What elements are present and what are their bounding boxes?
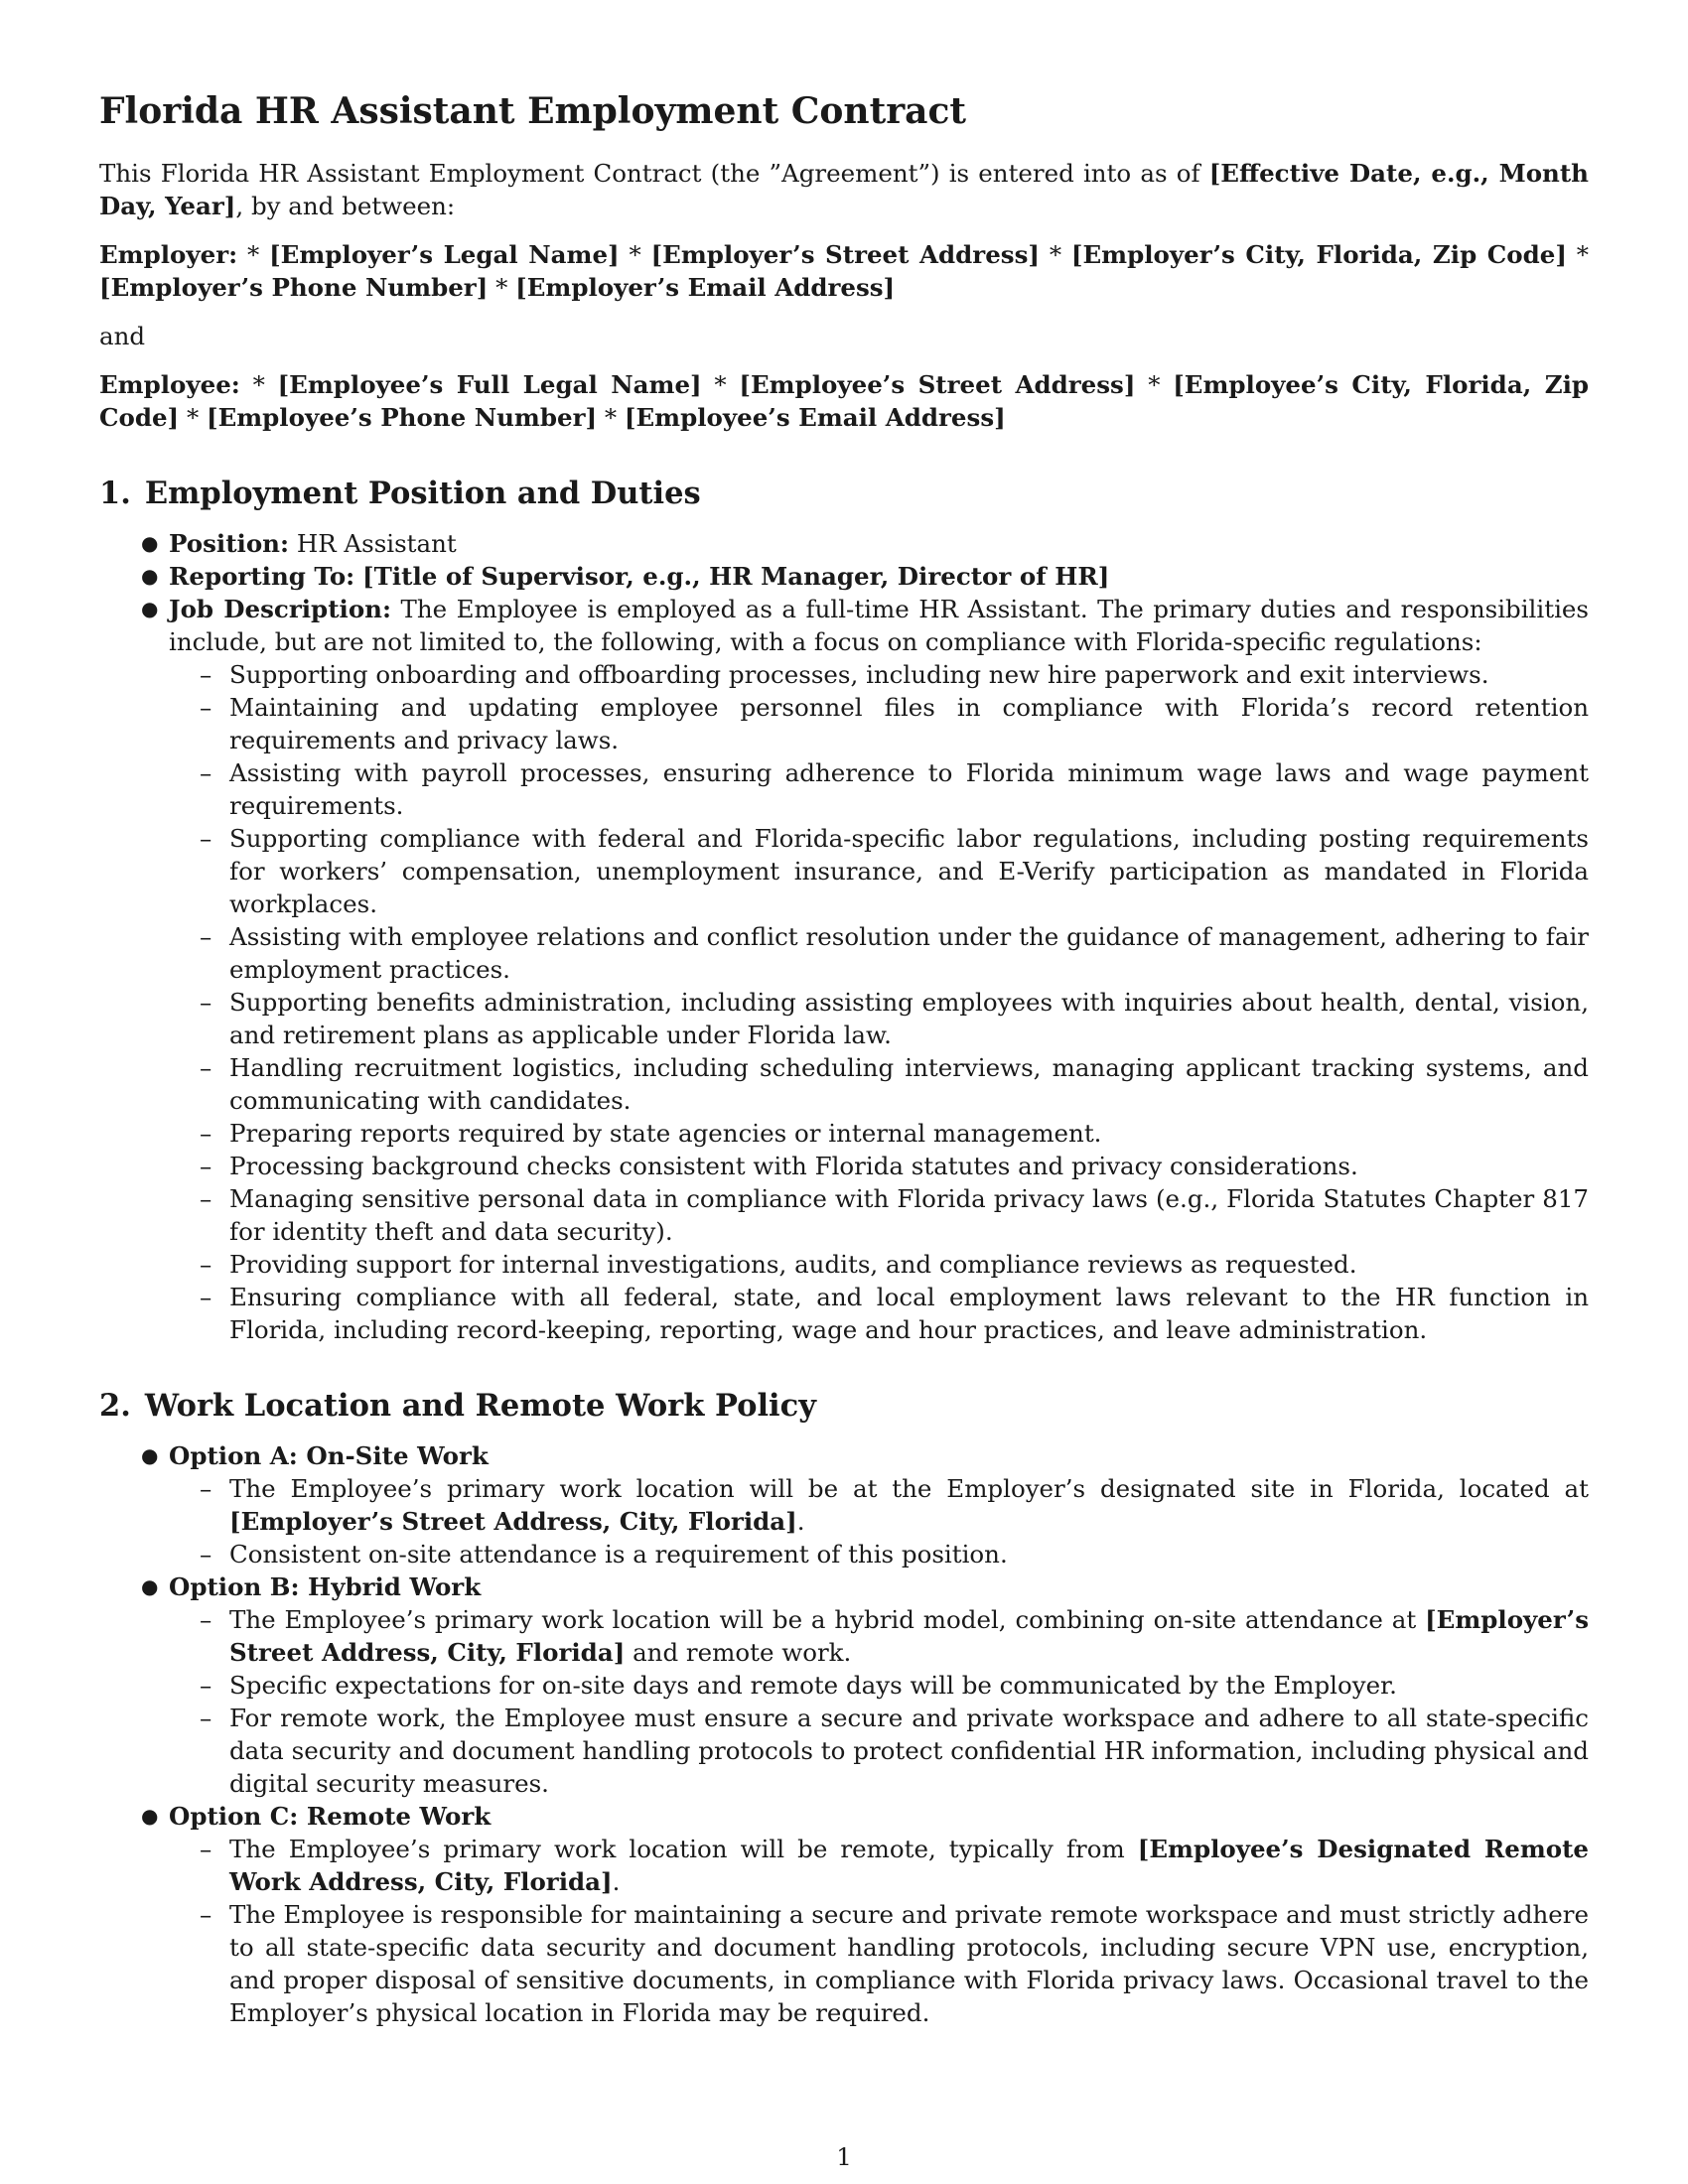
effective-date-placeholder: [Effective Date, e.g., Month Day, Year] [99,159,1589,220]
position-item [141,527,1589,560]
separator: * [1135,370,1174,399]
dash-icon: – [200,1605,212,1634]
dash-icon: – [200,758,212,787]
separator: * [239,370,278,399]
option-b-detail [200,1669,1589,1702]
bullet-icon: ● [141,564,159,588]
duty-item [200,822,1589,920]
duty-text: Supporting compliance with federal and Florida-specific labor regulations, including posting requirements for workers’ compensation, unemployment insurance, and E-Verify participation as mandated in Florida workplaces. [229,824,1589,918]
dash-icon: – [200,1835,212,1863]
dash-icon: – [200,693,212,722]
section-1-title: Employment Position and Duties [144,476,701,511]
document-title: Florida HR Assistant Employment Contract [99,90,967,132]
section-1-heading [99,474,1589,513]
dash-icon: – [200,1671,212,1700]
separator: * [1039,240,1071,269]
address-placeholder: [Employer’s Street Address, City, Florida] [229,1605,1589,1667]
detail-text: and remote work. [625,1638,852,1667]
reporting-label: Reporting To: [169,562,355,591]
option-c-detail [200,1833,1590,1898]
duty-item [200,1182,1589,1248]
duty-text: Preparing reports required by state agencies or internal management. [229,1119,1102,1148]
duty-text: Processing background checks consistent with Florida statutes and privacy considerations. [229,1152,1358,1180]
reporting-value: [Title of Supervisor, e.g., HR Manager, Director of HR] [362,562,1110,591]
option-b-item [141,1570,1589,1800]
employer-legal-name: [Employer’s Legal Name] [269,240,620,269]
duty-text: Assisting with payroll processes, ensuring adherence to Florida minimum wage laws and wage payment requirements. [229,758,1589,820]
dash-icon: – [200,1053,212,1082]
option-b-detail [200,1702,1589,1800]
and-text: and [99,322,146,350]
job-description-text: The Employee is employed as a full-time HR Assistant. The primary duties and responsibilities include, but are not limited to, the following, with a focus on compliance with Florida-specific regulations: [169,595,1589,656]
bullet-icon: ● [141,597,159,620]
duty-item [200,1117,1589,1150]
option-c-item [141,1800,1590,2029]
employee-label: Employee: [99,370,240,399]
dash-icon: – [200,988,212,1017]
duty-item [200,658,1589,691]
job-description-label: Job Description: [169,595,392,623]
separator: * [1566,240,1590,269]
dash-icon: – [200,1184,212,1213]
duty-item [200,920,1589,986]
option-c-details [169,1833,1589,2029]
position-label: Position: [169,529,290,558]
duty-text: Supporting benefits administration, including assisting employees with inquiries about health, dental, vision, and retirement plans as applicable under Florida law. [229,988,1589,1049]
intro-tail: , by and between: [235,192,456,220]
option-a-detail [200,1472,1589,1538]
duty-item [200,1281,1589,1346]
detail-text: . [796,1507,805,1536]
bullet-icon: ● [141,1804,159,1828]
dash-icon: – [200,922,212,951]
separator: * [488,273,516,302]
address-placeholder: [Employer’s Street Address, City, Florida] [229,1507,797,1536]
section-2-heading [99,1386,1589,1426]
dash-icon: – [200,1704,212,1732]
employee-block [99,368,1589,434]
option-b-details [169,1603,1589,1800]
section-2-list [99,1439,1589,2029]
employer-email: [Employer’s Email Address] [515,273,896,302]
section-1-number: 1. [99,476,131,511]
dash-icon: – [200,1119,212,1148]
option-b-label: Option B: Hybrid Work [169,1572,482,1601]
section-1-list [99,527,1589,1346]
option-b-detail [200,1603,1589,1669]
duty-text: Ensuring compliance with all federal, state, and local employment laws relevant to the HR function in Florida, including record-keeping, reporting, wage and hour practices, and leave administration. [229,1283,1589,1344]
position-value: HR Assistant [296,529,457,558]
option-a-item [141,1439,1589,1570]
employer-city: [Employer’s City, Florida, Zip Code] [1070,240,1567,269]
dash-icon: – [200,1250,212,1279]
reporting-item [141,560,1589,593]
employer-label: Employer: [99,240,238,269]
dash-icon: – [200,1900,212,1929]
duty-item [200,1150,1589,1182]
employee-street: [Employee’s Street Address] [739,370,1136,399]
detail-text: Specific expectations for on-site days and remote days will be communicated by the Employer. [229,1671,1397,1700]
employer-street: [Employer’s Street Address] [650,240,1040,269]
duty-item [200,691,1589,756]
bullet-icon: ● [141,531,159,555]
address-placeholder: [Employee’s Designated Remote Work Address, City, Florida] [229,1835,1590,1896]
employer-block [99,238,1589,304]
duty-item [200,986,1589,1051]
document-page [99,87,1589,2029]
dash-icon: – [200,824,212,853]
intro-text: This Florida HR Assistant Employment Contract (the ”Agreement”) is entered into as of [99,159,1209,188]
separator: * [179,403,207,432]
option-c-label: Option C: Remote Work [169,1802,492,1831]
detail-text: The Employee’s primary work location will be a hybrid model, combining on-site attendance at [229,1605,1426,1634]
bullet-icon: ● [141,1574,159,1598]
option-a-details [169,1472,1589,1570]
employee-email: [Employee’s Email Address] [624,403,1006,432]
duty-text: Assisting with employee relations and conflict resolution under the guidance of management, adhering to fair employment practices. [229,922,1589,984]
section-2-number: 2. [99,1388,131,1424]
duty-item [200,1051,1589,1117]
page-number: 1 [836,2142,852,2171]
separator: * [597,403,625,432]
section-2-title: Work Location and Remote Work Policy [144,1388,816,1424]
separator: * [619,240,651,269]
dash-icon: – [200,1540,212,1569]
detail-text: The Employee’s primary work location will be at the Employer’s designated site in Florida, located at [229,1474,1589,1503]
detail-text: . [612,1867,621,1896]
detail-text: Consistent on-site attendance is a requirement of this position. [229,1540,1008,1569]
duty-text: Managing sensitive personal data in compliance with Florida privacy laws (e.g., Florida Statutes Chapter 817 for identity theft and data security). [229,1184,1589,1246]
detail-text: For remote work, the Employee must ensure a secure and private workspace and adhere to all state-specific data security and document handling protocols to protect confidential HR information, including physical and digital security measures. [229,1704,1589,1798]
option-a-label: Option A: On-Site Work [169,1441,489,1470]
dash-icon: – [200,1474,212,1503]
employee-city: [Employee’s City, Florida, Zip Code] [99,370,1590,432]
option-a-detail [200,1538,1589,1570]
duty-text: Supporting onboarding and offboarding processes, including new hire paperwork and exit interviews. [229,660,1489,689]
duty-item [200,756,1589,822]
employer-phone: [Employer’s Phone Number] [99,273,489,302]
separator: * [237,240,270,269]
bullet-icon: ● [141,1443,159,1467]
detail-text: The Employee is responsible for maintaining a secure and private remote workspace and must strictly adhere to all state-specific data security and document handling protocols, including secure VPN use, encryption, and proper disposal of sensitive documents, in compliance with Florida privacy laws. Occasional travel to the Employer’s physical location in Florida may be required. [229,1900,1589,2027]
duty-item [200,1248,1589,1281]
dash-icon: – [200,1283,212,1311]
separator: * [701,370,740,399]
detail-text: The Employee’s primary work location will be remote, typically from [229,1835,1138,1863]
dash-icon: – [200,660,212,689]
duty-text: Providing support for internal investigations, audits, and compliance reviews as requested. [229,1250,1357,1279]
duty-text: Maintaining and updating employee personnel files in compliance with Florida’s record retention requirements and privacy laws. [229,693,1589,754]
job-description-item [141,593,1589,1346]
duty-text: Handling recruitment logistics, including scheduling interviews, managing applicant tracking systems, and communicating with candidates. [229,1053,1589,1115]
intro-paragraph [99,157,1589,222]
option-c-detail [200,1898,1589,2029]
employee-legal-name: [Employee’s Full Legal Name] [277,370,702,399]
employee-phone: [Employee’s Phone Number] [206,403,598,432]
dash-icon: – [200,1152,212,1180]
duties-list [169,658,1589,1346]
